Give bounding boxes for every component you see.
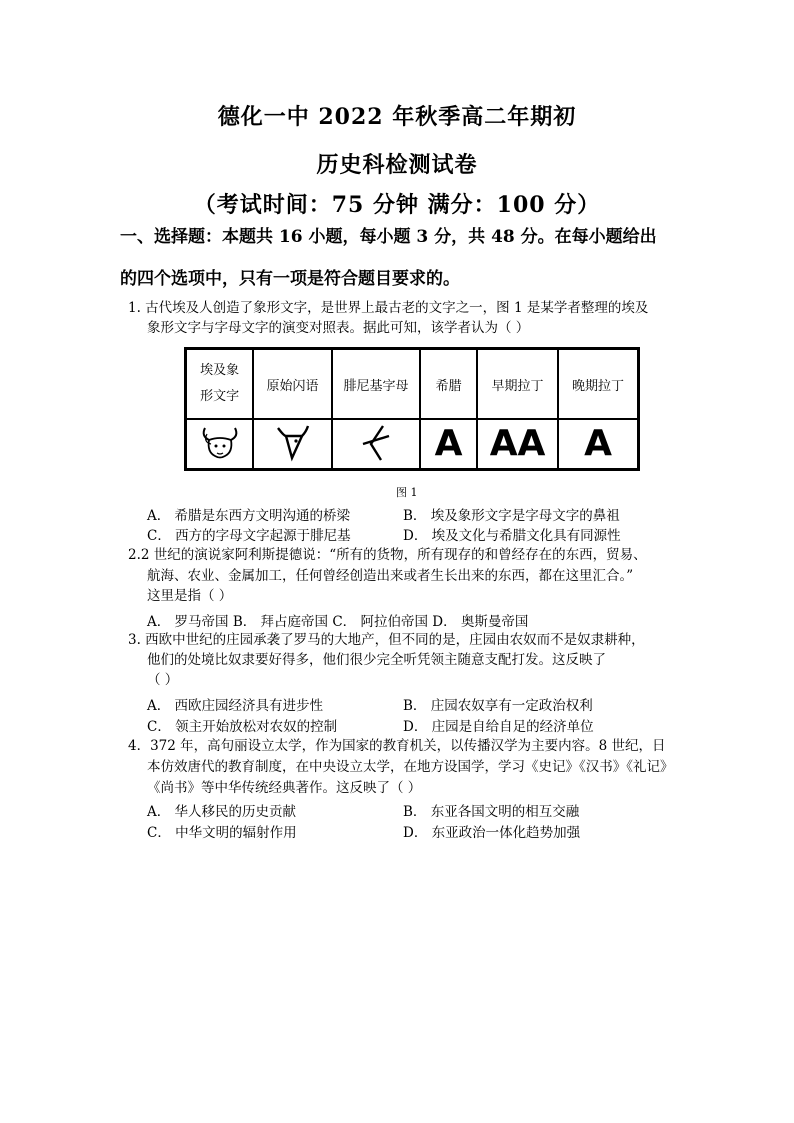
q3-stem-line-1: 3. 西欧中世纪的庄园承袭了罗马的大地产，但不同的是，庄园由农奴而不是奴隶耕种， — [128, 632, 645, 648]
phoenician-aleph-icon — [353, 422, 399, 462]
late-latin-a-glyph: A — [584, 423, 612, 464]
q2-stem-line-2: 航海、农业、金属加工，任何曾经创造出来或者生长出来的东西，都在这里汇合。” — [147, 568, 634, 584]
glyph-cell-early-latin — [477, 419, 558, 470]
exam-title-line-1: 德化一中 2022 年秋季高二年期初 — [217, 104, 577, 130]
q1-option-a: A． 希腊是东西方文明沟通的桥梁 — [147, 508, 351, 524]
q4-option-a: A． 华人移民的历史贡献 — [147, 804, 297, 820]
glyph-cell-late-latin — [558, 419, 638, 470]
greek-alpha-glyph: A — [434, 423, 463, 464]
glyph-cell-greek — [420, 419, 477, 470]
q1-option-c: C． 西方的字母文字起源于腓尼基 — [147, 528, 351, 544]
q3-option-c: C． 领主开始放松对农奴的控制 — [147, 719, 338, 735]
glyph-cell-egyptian — [186, 419, 254, 470]
header-egyptian-line-1: 埃及象 — [200, 363, 240, 378]
header-cell-phoenician: 腓尼基字母 — [332, 349, 420, 420]
ox-head-hieroglyph-icon — [197, 422, 243, 462]
q4-stem-line-3: 《尚书》等中华传统经典著作。这反映了（ ） — [147, 780, 422, 796]
q4-stem-line-1: 4．372 年，高句丽设立太学，作为国家的教育机关，以传播汉学为主要内容。8 世纪，日 — [128, 738, 666, 754]
exam-title-line-3: （考试时间：75 分钟 满分：100 分） — [193, 192, 601, 218]
q3-option-d: D． 庄园是自给自足的经济单位 — [403, 719, 594, 735]
q3-option-a: A． 西欧庄园经济具有进步性 — [147, 698, 324, 714]
early-latin-a-glyph: AA — [489, 423, 546, 464]
q3-option-b: B． 庄园农奴享有一定政治权利 — [403, 698, 593, 714]
q4-stem-line-2: 本仿效唐代的教育制度，在中央设立太学，在地方设国学，学习《史记》《汉书》《礼记》 — [147, 759, 674, 775]
q4-option-d: D． 东亚政治一体化趋势加强 — [403, 825, 581, 841]
q3-stem-line-2: 他们的处境比奴隶要好得多，他们很少完全听凭领主随意支配打发。这反映了 — [147, 652, 606, 668]
header-cell-late-latin: 晚期拉丁 — [558, 349, 638, 420]
figure-caption: 图 1 — [396, 486, 418, 499]
exam-title-line-2: 历史科检测试卷 — [316, 152, 478, 178]
header-egyptian-line-2: 形文字 — [200, 389, 240, 404]
q1-option-b: B． 埃及象形文字是字母文字的鼻祖 — [403, 508, 620, 524]
header-cell-egyptian — [186, 349, 254, 420]
glyph-cell-phoenician — [332, 419, 420, 470]
glyph-cell-proto-semitic — [253, 419, 332, 470]
q3-stem-line-3: （ ） — [147, 672, 179, 688]
q2-options: A． 罗马帝国 B． 拜占庭帝国 C． 阿拉伯帝国 D． 奥斯曼帝国 — [147, 614, 529, 630]
q2-stem-line-1: 2.2 世纪的演说家阿利斯提德说：“所有的货物，所有现存的和曾经存在的东西，贸易、 — [128, 547, 647, 563]
q1-option-d: D． 埃及文化与希腊文化具有同源性 — [403, 528, 621, 544]
header-cell-greek: 希腊 — [420, 349, 477, 420]
section-instruction-line-1: 一、选择题：本题共 16 小题，每小题 3 分，共 48 分。在每小题给出 — [120, 227, 657, 247]
section-instruction-line-2: 的四个选项中，只有一项是符合题目要求的。 — [120, 269, 460, 289]
proto-sinaitic-ox-icon — [270, 422, 316, 462]
q1-stem-line-1: 1. 古代埃及人创造了象形文字，是世界上最古老的文字之一，图 1 是某学者整理的埃及 — [128, 300, 649, 316]
q2-stem-line-3: 这里是指（ ） — [147, 588, 233, 604]
q1-stem-line-2: 象形文字与字母文字的演变对照表。据此可知，该学者认为（ ） — [147, 320, 530, 336]
q4-option-c: C． 中华文明的辐射作用 — [147, 825, 297, 841]
header-cell-proto-semitic: 原始闪语 — [253, 349, 332, 420]
q4-option-b: B． 东亚各国文明的相互交融 — [403, 804, 580, 820]
alphabet-evolution-table — [184, 347, 640, 471]
header-cell-early-latin: 早期拉丁 — [477, 349, 558, 420]
